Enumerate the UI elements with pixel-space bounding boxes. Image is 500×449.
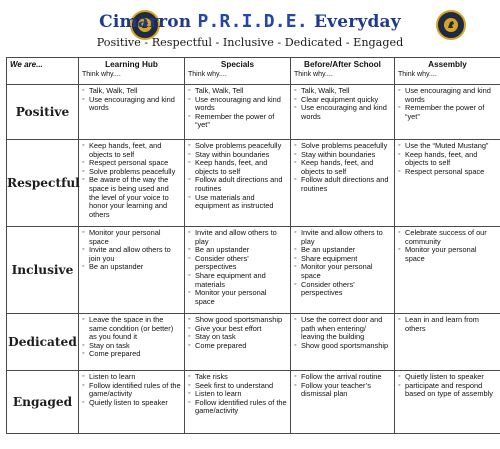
table-row [7, 85, 500, 140]
list-item: ◦ Consider others’ perspectives [188, 255, 287, 272]
bullet-list [82, 142, 181, 219]
bullet-list [398, 142, 497, 176]
list-item: ◦ Invite and allow others to play [188, 229, 287, 246]
list-item: ◦ Respect personal space [398, 168, 497, 177]
list-item: ◦ Take risks [188, 373, 287, 382]
list-item: ◦ Leave the space in the same condition (or better) as you found it [82, 316, 181, 342]
list-item: ◦ Be an upstander [294, 246, 391, 255]
bullet-list [398, 373, 497, 399]
table-cell [291, 227, 395, 314]
list-item: ◦ Monitor your personal space [294, 263, 391, 280]
column-header-before-after-school [291, 58, 395, 85]
list-item: ◦ Follow identified rules of the game/activity [188, 399, 287, 416]
table-cell [79, 371, 185, 434]
table-cell [185, 85, 291, 140]
title-suffix: Everyday [307, 12, 401, 32]
list-item: ◦ Talk, Walk, Tell [188, 87, 287, 96]
list-item: ◦ Monitor your personal space [398, 246, 497, 263]
header-row [7, 58, 500, 85]
list-item: ◦ Show good sportsmanship [188, 316, 287, 325]
list-item: ◦ Celebrate success of our community [398, 229, 497, 246]
list-item: ◦ Keep hands, feet, and objects to self [398, 151, 497, 168]
column-header-assembly [395, 58, 500, 85]
row-label: Inclusive [7, 227, 79, 314]
column-header-specials [185, 58, 291, 85]
bullet-list [82, 316, 181, 359]
list-item: ◦ Be an upstander [188, 246, 287, 255]
bullet-list [294, 142, 391, 194]
list-item: ◦ Use encouraging and kind words [82, 96, 181, 113]
list-item: ◦ Keep hands, feet, and objects to self [82, 142, 181, 159]
list-item: ◦ Stay within boundaries [294, 151, 391, 160]
list-item: ◦ Follow identified rules of the game/activity [82, 382, 181, 399]
list-item: ◦ Invite and allow others to play [294, 229, 391, 246]
column-subtitle: Think why.... [188, 71, 227, 78]
mustang-icon [442, 16, 460, 34]
list-item: ◦ Follow adult directions and routines [294, 176, 391, 193]
page-header [0, 0, 500, 56]
page-title [0, 11, 500, 32]
table-cell [395, 227, 500, 314]
list-item: ◦ Follow adult directions and routines [188, 176, 287, 193]
list-item: ◦ Use encouraging and kind words [294, 104, 391, 121]
list-item: ◦ Be aware of the way the space is being used and the level of your voice to honor your learning and others [82, 176, 181, 219]
bullet-list [188, 229, 287, 306]
table-cell [185, 371, 291, 434]
list-item: ◦ Stay on task [188, 333, 287, 342]
list-item: ◦ Remember the power of “yet” [188, 113, 287, 130]
list-item: ◦ Solve problems peacefully [188, 142, 287, 151]
bullet-list [82, 87, 181, 113]
list-item: ◦ Be an upstander [82, 263, 181, 272]
list-item: ◦ Monitor your personal space [188, 289, 287, 306]
bullet-list [188, 87, 287, 130]
table-cell [185, 140, 291, 227]
list-item: ◦ Stay within boundaries [188, 151, 287, 160]
table-cell [291, 314, 395, 371]
column-subtitle: Think why.... [398, 71, 437, 78]
title-pride: P.R.I.D.E. [197, 11, 308, 32]
title-prefix: Cimarron [99, 12, 198, 32]
table-cell [185, 227, 291, 314]
list-item: ◦ Follow the arrival routine [294, 373, 391, 382]
bullet-list [294, 316, 391, 350]
table-cell [79, 227, 185, 314]
list-item: ◦ Quietly listen to speaker [82, 399, 181, 408]
list-item: ◦ Seek first to understand [188, 382, 287, 391]
row-label: Engaged [7, 371, 79, 434]
corner-label: We are... [7, 58, 79, 85]
list-item: ◦ Stay on task [82, 342, 181, 351]
bullet-list [398, 229, 497, 263]
list-item: ◦ Respect personal space [82, 159, 181, 168]
table-cell [395, 85, 500, 140]
list-item: ◦ Invite and allow others to join you [82, 246, 181, 263]
bullet-list [82, 229, 181, 272]
column-title: Specials [220, 60, 255, 69]
bullet-list [398, 87, 497, 121]
list-item: ◦ Keep hands, feet, and objects to self [294, 159, 391, 176]
list-item: ◦ Quietly listen to speaker [398, 373, 497, 382]
list-item: ◦ Clear equipment quicky [294, 96, 391, 105]
table-cell [185, 314, 291, 371]
list-item: ◦ Share equipment [294, 255, 391, 264]
bullet-list [398, 316, 497, 333]
table-cell [79, 314, 185, 371]
list-item: ◦ Listen to learn [188, 390, 287, 399]
column-title: Before/After School [304, 60, 381, 69]
row-label: Positive [7, 85, 79, 140]
table-cell [79, 140, 185, 227]
bullet-list [82, 373, 181, 407]
list-item: ◦ Come prepared [82, 350, 181, 359]
list-item: ◦ Share equipment and materials [188, 272, 287, 289]
list-item: ◦ Keep hands, feet, and objects to self [188, 159, 287, 176]
table-cell [291, 85, 395, 140]
column-title: Learning Hub [105, 60, 158, 69]
list-item: ◦ Monitor your personal space [82, 229, 181, 246]
column-header-learning-hub [79, 58, 185, 85]
list-item: ◦ Solve problems peacefully [294, 142, 391, 151]
list-item: ◦ Consider others’ perspectives [294, 281, 391, 298]
table-cell [79, 85, 185, 140]
list-item: ◦ Follow your teacher’s dismissal plan [294, 382, 391, 399]
bullet-list [188, 142, 287, 211]
list-item: ◦ Talk, Walk, Tell [82, 87, 181, 96]
list-item: ◦ Listen to learn [82, 373, 181, 382]
column-subtitle: Think why.... [294, 71, 333, 78]
list-item: ◦ Come prepared [188, 342, 287, 351]
table-row [7, 314, 500, 371]
table-row [7, 227, 500, 314]
list-item: ◦ participate and respond based on type of assembly [398, 382, 497, 399]
table-cell [291, 371, 395, 434]
table-cell [395, 371, 500, 434]
list-item: ◦ Use the “Muted Mustang” [398, 142, 497, 151]
page-subtitle: Positive - Respectful - Inclusive - Dedicated - Engaged [96, 36, 404, 49]
pride-matrix [6, 57, 500, 434]
row-label: Respectful [7, 140, 79, 227]
bullet-list [294, 373, 391, 399]
list-item: ◦ Give your best effort [188, 325, 287, 334]
list-item: ◦ Talk, Walk, Tell [294, 87, 391, 96]
bullet-list [188, 316, 287, 350]
list-item: ◦ Use the correct door and path when entering/ leaving the building [294, 316, 391, 342]
table-cell [291, 140, 395, 227]
list-item: ◦ Lean in and learn from others [398, 316, 497, 333]
list-item: ◦ Use materials and equipment as instructed [188, 194, 287, 211]
table-cell [395, 140, 500, 227]
table-row [7, 140, 500, 227]
bullet-list [294, 229, 391, 298]
table-row [7, 371, 500, 434]
list-item: ◦ Use encouraging and kind words [188, 96, 287, 113]
column-subtitle: Think why.... [82, 71, 121, 78]
bullet-list [294, 87, 391, 121]
column-title: Assembly [428, 60, 467, 69]
list-item: ◦ Use encouraging and kind words [398, 87, 497, 104]
bullet-list [188, 373, 287, 416]
list-item: ◦ Solve problems peacefully [82, 168, 181, 177]
list-item: ◦ Remember the power of “yet” [398, 104, 497, 121]
table-cell [395, 314, 500, 371]
row-label: Dedicated [7, 314, 79, 371]
list-item: ◦ Show good sportsmanship [294, 342, 391, 351]
